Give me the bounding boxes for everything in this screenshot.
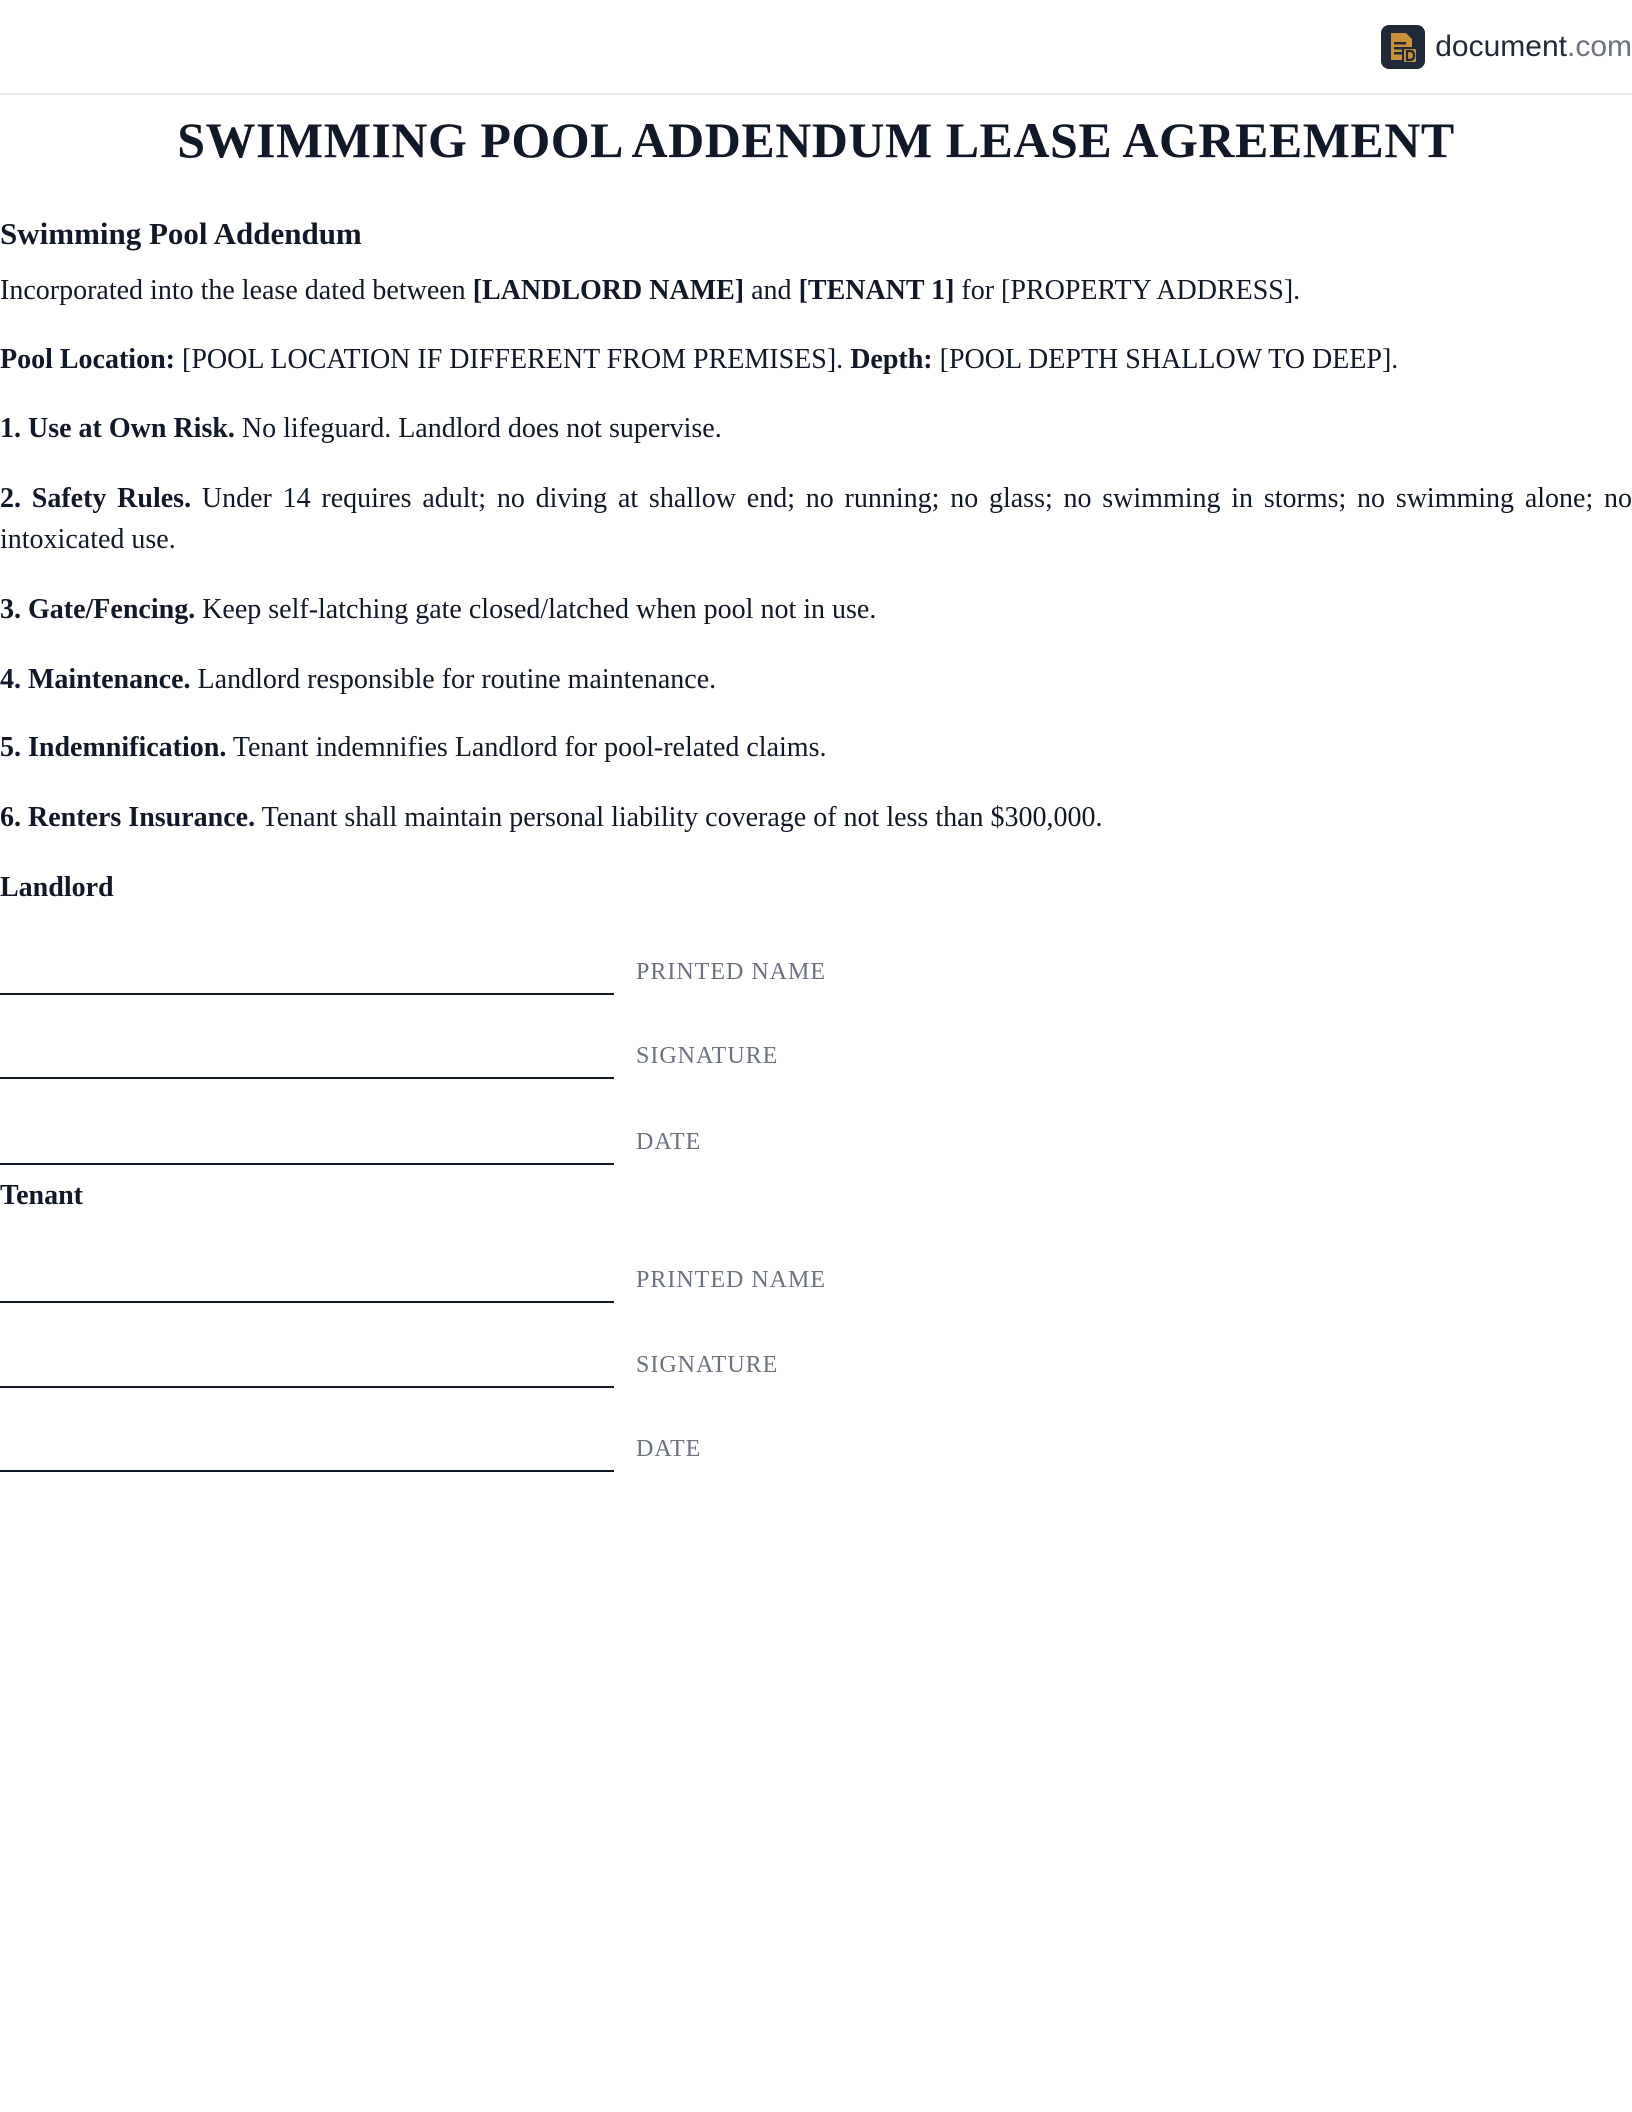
pool-depth-label: Depth: bbox=[850, 344, 933, 375]
clause-text: Tenant indemnifies Landlord for pool-related claims. bbox=[226, 732, 827, 763]
pool-location-value: [POOL LOCATION IF DIFFERENT FROM PREMISES]. bbox=[175, 344, 851, 375]
landlord-heading: Landlord bbox=[0, 872, 114, 903]
tenant-printed-name-label: PRINTED NAME bbox=[636, 1267, 826, 1293]
clause-text: Under 14 requires adult; no diving at shallow end; no running; no glass; no swimming in storms; no swimming alone; no intoxicated use. bbox=[0, 483, 1632, 555]
clause-text: No lifeguard. Landlord does not supervise. bbox=[234, 413, 722, 444]
clause-text: Landlord responsible for routine maintenance. bbox=[190, 664, 717, 695]
header-bar bbox=[0, 0, 1632, 95]
brand-name: document.com bbox=[1435, 30, 1632, 63]
clause-5 bbox=[0, 727, 826, 768]
tenant-signature-field[interactable] bbox=[0, 1386, 614, 1388]
intro-suffix: for [PROPERTY ADDRESS]. bbox=[954, 275, 1301, 306]
tenant-printed-name-field[interactable] bbox=[0, 1301, 614, 1303]
clause-text: Keep self-latching gate closed/latched when pool not in use. bbox=[195, 594, 877, 625]
landlord-signature-field[interactable] bbox=[0, 1077, 614, 1079]
intro-and: and bbox=[744, 275, 799, 306]
addendum-heading: Swimming Pool Addendum bbox=[0, 216, 362, 251]
landlord-name-placeholder: [LANDLORD NAME] bbox=[472, 275, 745, 306]
landlord-signature-label: SIGNATURE bbox=[636, 1043, 779, 1069]
intro-paragraph bbox=[0, 270, 1300, 311]
clause-text: Tenant shall maintain personal liability coverage of not less than $300,000. bbox=[255, 802, 1103, 833]
tenant-signature-label: SIGNATURE bbox=[636, 1352, 779, 1378]
clause-4 bbox=[0, 659, 716, 700]
tenant-date-label: DATE bbox=[636, 1436, 702, 1462]
landlord-printed-name-field[interactable] bbox=[0, 993, 614, 995]
pool-details-paragraph bbox=[0, 339, 1398, 380]
document-title: SWIMMING POOL ADDENDUM LEASE AGREEMENT bbox=[177, 112, 1455, 168]
intro-prefix: Incorporated into the lease dated between bbox=[0, 275, 473, 306]
clause-6 bbox=[0, 797, 1103, 838]
brand-logo[interactable] bbox=[1381, 25, 1632, 69]
landlord-date-label: DATE bbox=[636, 1129, 702, 1155]
clause-title: 5. Indemnification. bbox=[0, 732, 227, 763]
clause-title: 6. Renters Insurance. bbox=[0, 802, 256, 833]
clause-title: 2. Safety Rules. bbox=[0, 483, 192, 514]
clause-title: 1. Use at Own Risk. bbox=[0, 413, 235, 444]
tenant-name-placeholder: [TENANT 1] bbox=[798, 275, 955, 306]
brand-tld: .com bbox=[1566, 30, 1632, 63]
clause-title: 4. Maintenance. bbox=[0, 664, 191, 695]
clause-title: 3. Gate/Fencing. bbox=[0, 594, 196, 625]
clause-1 bbox=[0, 408, 722, 449]
pool-location-label: Pool Location: bbox=[0, 344, 175, 375]
landlord-date-field[interactable] bbox=[0, 1163, 614, 1165]
pool-depth-value: [POOL DEPTH SHALLOW TO DEEP]. bbox=[932, 344, 1399, 375]
clause-3 bbox=[0, 589, 876, 630]
landlord-printed-name-label: PRINTED NAME bbox=[636, 959, 826, 985]
tenant-date-field[interactable] bbox=[0, 1470, 614, 1472]
clause-2 bbox=[0, 478, 1632, 560]
document-logo-icon bbox=[1381, 25, 1425, 69]
tenant-heading: Tenant bbox=[0, 1180, 84, 1211]
